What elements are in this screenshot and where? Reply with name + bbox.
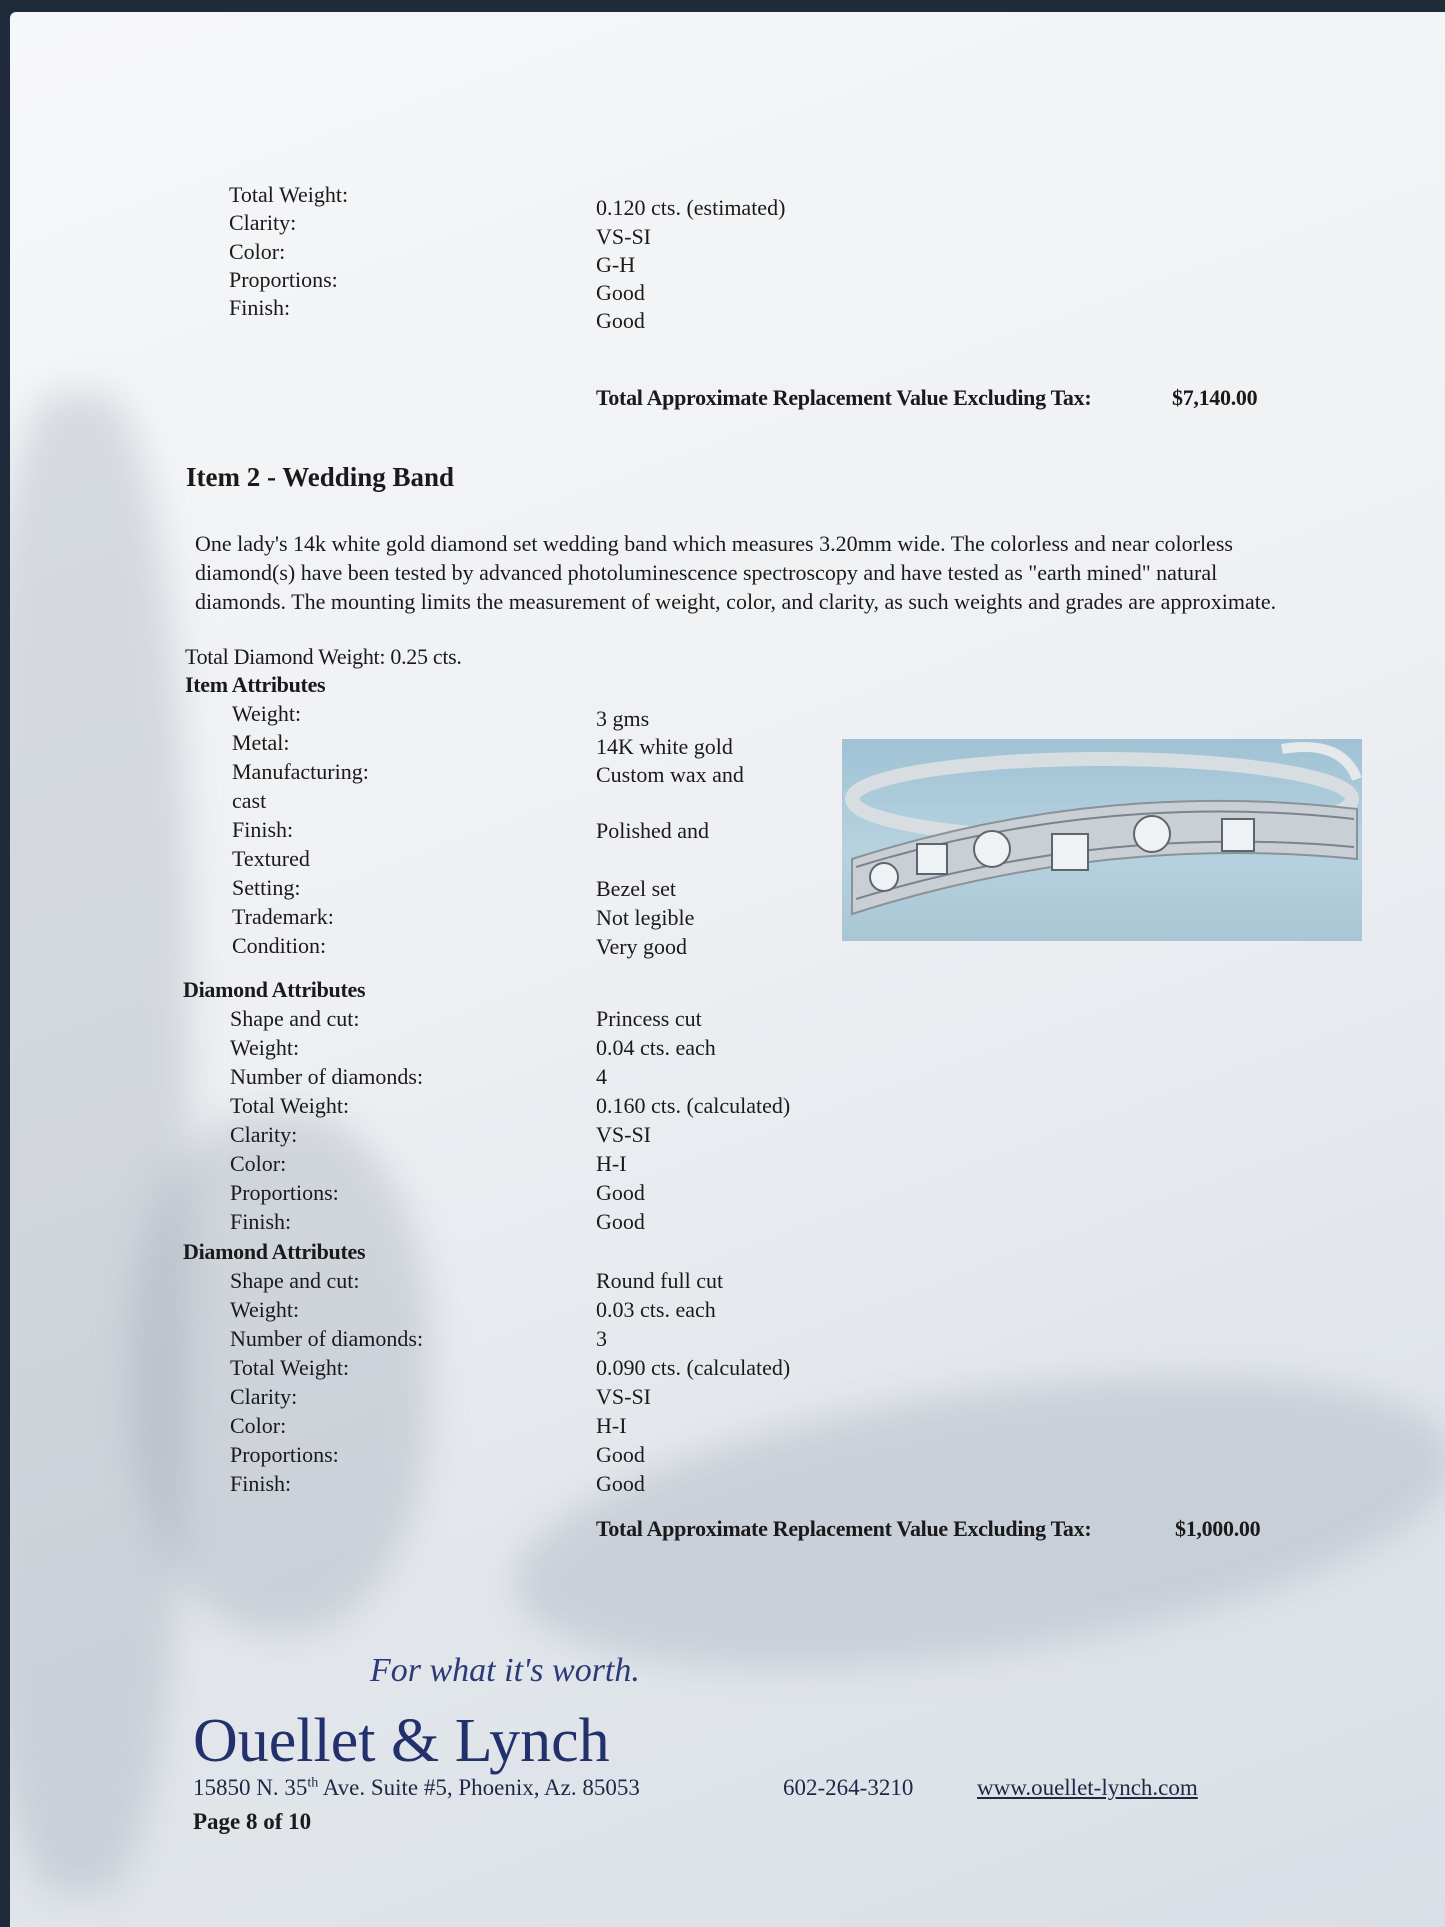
diamond-row-value: 0.090 cts. (calculated) <box>596 1355 791 1380</box>
attr-metal-label: Metal: <box>232 730 290 755</box>
appraisal-page <box>10 12 1445 1927</box>
item1-row-value: G-H <box>596 252 636 277</box>
footer-address-number: 15850 N. 35 <box>193 1775 308 1800</box>
item1-total-value: $7,140.00 <box>1172 385 1258 410</box>
item1-row-label: Total Weight: <box>229 182 349 207</box>
diamond-row-label: Finish: <box>230 1209 292 1234</box>
item2-total-value: $1,000.00 <box>1175 1516 1261 1541</box>
diamond-row-label: Clarity: <box>230 1384 298 1409</box>
item1-row-value: 0.120 cts. (estimated) <box>596 195 786 220</box>
attr-manufacturing-cont: cast <box>232 788 267 813</box>
item1-row-label: Clarity: <box>229 210 297 235</box>
diamond-row-label: Color: <box>230 1413 287 1438</box>
diamond-row-label: Color: <box>230 1151 287 1176</box>
diamond-row-label: Finish: <box>230 1471 292 1496</box>
item1-row-value: VS-SI <box>596 224 652 249</box>
page-number: Page 8 of 10 <box>193 1809 312 1834</box>
diamond-row-label: Clarity: <box>230 1122 298 1147</box>
diamond-row-label: Total Weight: <box>230 1355 350 1380</box>
attr-trademark-label: Trademark: <box>232 904 334 929</box>
diamond-row-value: 0.04 cts. each <box>596 1035 716 1060</box>
diamond-row-value: 0.03 cts. each <box>596 1297 716 1322</box>
diamond-row-label: Weight: <box>230 1297 300 1322</box>
attr-finish-value: Polished and <box>596 818 710 843</box>
attr-metal-value: 14K white gold <box>596 734 733 759</box>
diamond-row-label: Weight: <box>230 1035 300 1060</box>
attr-weight-label: Weight: <box>232 701 302 726</box>
attr-finish-label: Finish: <box>232 817 294 842</box>
diamond-row-label: Shape and cut: <box>230 1006 360 1031</box>
item1-row-label: Color: <box>229 239 286 264</box>
diamond-row-label: Proportions: <box>230 1180 339 1205</box>
diamond-row-value: Princess cut <box>596 1006 702 1031</box>
diamond-row-value: Good <box>596 1209 645 1234</box>
diamond-row-value: H-I <box>596 1413 627 1438</box>
attr-manufacturing-label: Manufacturing: <box>232 759 369 784</box>
item1-row-value: Good <box>596 280 645 305</box>
footer-address-suffix: th <box>307 1775 319 1791</box>
footer-tagline: For what it's worth. <box>370 1652 640 1689</box>
footer-website-link[interactable]: www.ouellet-lynch.com <box>977 1775 1198 1800</box>
diamond-row-label: Proportions: <box>230 1442 339 1467</box>
attr-finish-cont: Textured <box>232 846 310 871</box>
footer-address <box>193 1775 640 1801</box>
attr-manufacturing-value: Custom wax and <box>596 762 744 787</box>
diamond-row-label: Total Weight: <box>230 1093 350 1118</box>
diamond-attributes-heading: Diamond Attributes <box>183 1239 366 1264</box>
attr-condition-value: Very good <box>596 934 688 959</box>
item1-row-value: Good <box>596 308 645 333</box>
item-attributes-heading: Item Attributes <box>185 672 326 697</box>
diamond-attributes-heading: Diamond Attributes <box>183 977 366 1002</box>
item2-total-label: Total Approximate Replacement Value Excluding Tax: <box>596 1516 1092 1541</box>
wedding-band-illustration <box>842 739 1362 941</box>
wedding-band-photo <box>842 739 1362 941</box>
item2-description: One lady's 14k white gold diamond set wedding band which measures 3.20mm wide. The colorless and near colorless diamond(s) have been tested by advanced photoluminescence spectroscopy and have tested as "earth mined" natural diamonds. The mounting limits the measurement of weight, color, and clarity, as such weights and grades are approximate. <box>195 531 1277 614</box>
attr-trademark-value: Not legible <box>596 905 695 930</box>
diamond-row-value: 4 <box>596 1064 607 1089</box>
item2-total-diamond-weight: Total Diamond Weight: 0.25 cts. <box>185 644 462 669</box>
diamond-row-value: 3 <box>596 1326 607 1351</box>
item1-total-label: Total Approximate Replacement Value Excluding Tax: <box>596 385 1092 410</box>
footer-phone: 602-264-3210 <box>783 1775 914 1800</box>
diamond-row-label: Shape and cut: <box>230 1268 360 1293</box>
item1-row-label: Proportions: <box>229 267 338 292</box>
diamond-row-value: Round full cut <box>596 1268 724 1293</box>
diamond-row-value: Good <box>596 1180 645 1205</box>
diamond-row-label: Number of diamonds: <box>230 1064 424 1089</box>
diamond-row-label: Number of diamonds: <box>230 1326 424 1351</box>
diamond-row-value: Good <box>596 1442 645 1467</box>
attr-setting-value: Bezel set <box>596 876 677 901</box>
item2-title: Item 2 - Wedding Band <box>186 462 455 492</box>
shadow-left <box>10 392 190 1892</box>
diamond-row-value: 0.160 cts. (calculated) <box>596 1093 791 1118</box>
attr-setting-label: Setting: <box>232 875 301 900</box>
company-logo-text: Ouellet & Lynch <box>193 1707 610 1775</box>
attr-weight-value: 3 gms <box>596 706 650 731</box>
item1-row-label: Finish: <box>229 295 291 320</box>
diamond-row-value: H-I <box>596 1151 627 1176</box>
footer-address-rest: Ave. Suite #5, Phoenix, Az. 85053 <box>318 1775 640 1800</box>
diamond-row-value: VS-SI <box>596 1384 652 1409</box>
diamond-row-value: VS-SI <box>596 1122 652 1147</box>
attr-condition-label: Condition: <box>232 933 327 958</box>
diamond-row-value: Good <box>596 1471 645 1496</box>
